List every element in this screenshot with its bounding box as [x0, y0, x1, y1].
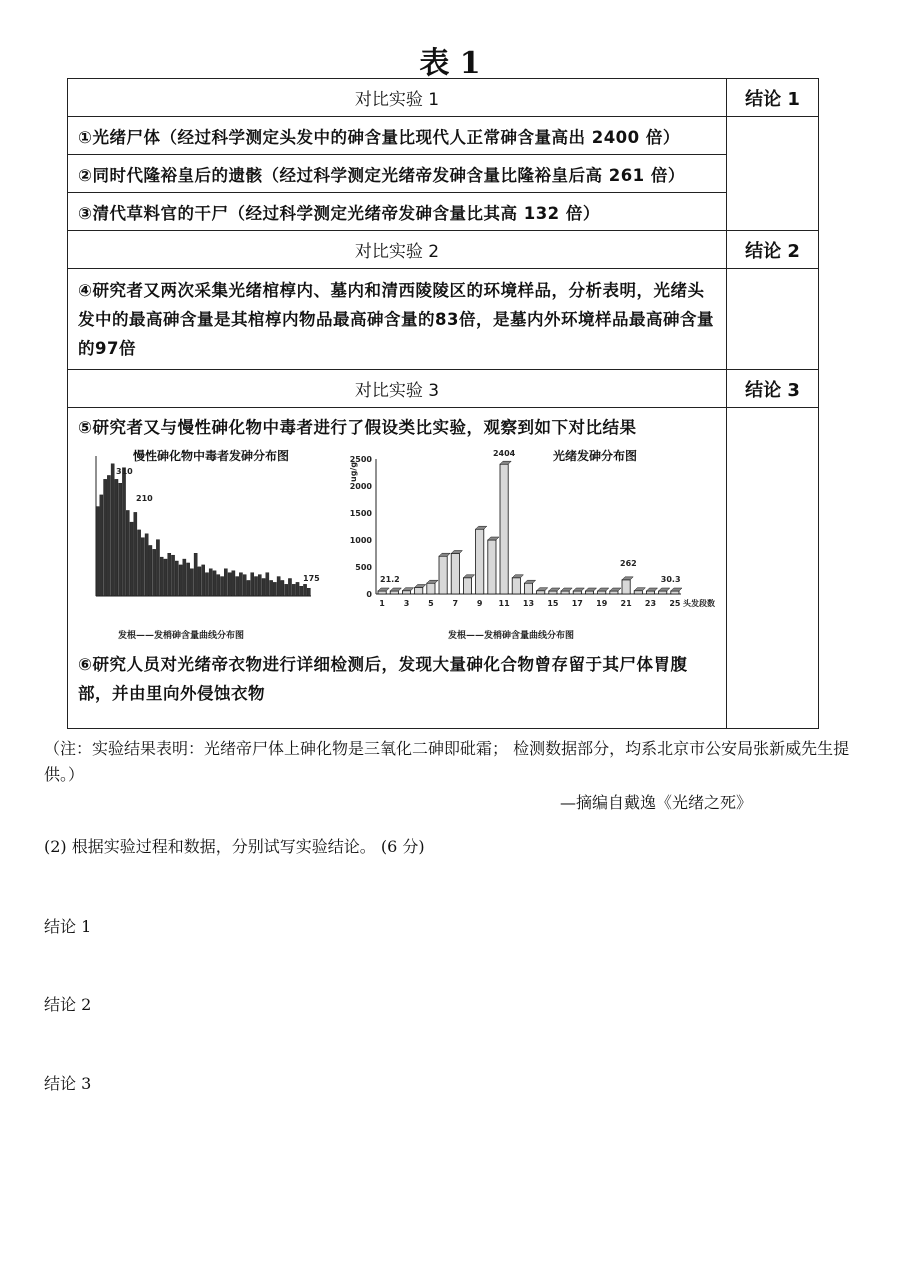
chart2-title: 光绪发砷分布图 [553, 449, 638, 463]
chart2-bar [671, 591, 679, 594]
chart2-bar-top [671, 588, 682, 591]
chart2-bar [488, 540, 496, 594]
concl3-header: 结论 3 [727, 370, 819, 408]
experiment-table [67, 78, 819, 729]
chart2-bar [463, 578, 471, 594]
chart1-bar [168, 553, 171, 596]
chart2-bar [598, 591, 606, 594]
chart-guangxu-svg [348, 446, 715, 644]
chart2-bar-top [646, 588, 657, 591]
chart2-bar [610, 591, 618, 594]
chart1-bar [296, 582, 299, 596]
chart1-bar [156, 540, 159, 596]
chart1-bar [130, 522, 133, 596]
charts-row [78, 446, 716, 644]
chart2-xtick-label: 7 [452, 599, 459, 608]
chart1-bar [171, 555, 174, 596]
chart1-bar [198, 567, 201, 596]
chart2-bar [500, 464, 508, 594]
chart2-bar-top [402, 588, 413, 591]
chart2-bar-top [451, 551, 462, 554]
chart1-bar [126, 510, 129, 596]
chart2-bar [549, 591, 557, 594]
chart2-ytick-label: 0 [366, 590, 372, 599]
chart2-xlabel: 发根——发梢砷含量曲线分布图 [448, 631, 575, 641]
chart2-bar-top [561, 588, 572, 591]
chart1-bar [134, 512, 137, 596]
chart1-bar [137, 530, 140, 596]
chart2-ylabel: ug/g [349, 461, 358, 482]
chart2-bar-top [439, 553, 450, 556]
chart1-bar [145, 534, 148, 596]
chart1-annotation: 210 [136, 494, 153, 503]
chart2-bar [512, 578, 520, 594]
chart2-bar [561, 591, 569, 594]
chart2-xtick-label: 21 [620, 599, 632, 608]
chart-chronic [78, 446, 328, 644]
chart2-bar-top [622, 577, 633, 580]
chart2-first-label: 21.2 [380, 575, 400, 584]
chart1-bar [179, 565, 182, 596]
chart1-bar [277, 577, 280, 596]
chart1-bar [183, 559, 186, 596]
conclusion-3-label: 结论 3 [44, 1074, 92, 1093]
concl1-header: 结论 1 [727, 79, 819, 117]
exp1-item-2: ②同时代隆裕皇后的遗骸（经过科学测定光绪帝发砷含量比隆裕皇后高 261 倍） [68, 155, 727, 193]
chart1-bar [232, 571, 235, 596]
chart1-bar [220, 577, 223, 596]
chart2-peak-label: 2404 [492, 449, 516, 458]
chart1-bar [236, 577, 239, 596]
concl3-cell [727, 408, 819, 729]
conclusion-2-label: 结论 2 [44, 995, 92, 1014]
chart2-bar-top [659, 588, 670, 591]
chart1-bar [273, 582, 276, 596]
chart1-bar [111, 464, 114, 596]
exp2-text: ④研究者又两次采集光绪棺椁内、墓内和清西陵陵区的环境样品，分析表明，光绪头发中的最高砷含量是其棺椁内物品最高砷含量的83倍，是墓内外环境样品最高砷含量的97倍 [68, 269, 727, 370]
chart1-bar [119, 483, 122, 596]
exp2-header: 对比实验 2 [68, 231, 727, 269]
chart2-bar [378, 591, 386, 594]
chart2-bar [659, 591, 667, 594]
chart2-bar [573, 591, 581, 594]
chart2-mid-label: 262 [620, 559, 637, 568]
chart2-bar [646, 591, 654, 594]
chart1-bar [243, 575, 246, 596]
chart2-bar-top [610, 588, 621, 591]
chart2-bar-top [378, 588, 389, 591]
concl2-cell [727, 269, 819, 370]
chart1-bar [258, 575, 261, 596]
chart1-bar [266, 573, 269, 596]
concl1-cell [727, 117, 819, 231]
chart-guangxu [348, 446, 715, 644]
chart2-bar [634, 591, 642, 594]
chart2-bar-top [634, 588, 645, 591]
chart1-bar [254, 577, 257, 596]
chart2-bar-top [463, 575, 474, 578]
chart1-bar [217, 575, 220, 596]
chart1-annotation: 310 [116, 467, 133, 476]
chart1-annotation: 175 [303, 574, 320, 583]
chart2-xtick-label: 3 [403, 599, 410, 608]
chart2-bar [537, 591, 545, 594]
chart1-bar [96, 507, 99, 596]
chart-chronic-svg [78, 446, 328, 644]
chart2-bar-top [427, 580, 438, 583]
chart1-bar [288, 579, 291, 597]
chart1-bar [187, 563, 190, 596]
chart2-xtick-label: 19 [596, 599, 608, 608]
chart1-bar [160, 557, 163, 596]
question-text: (2) 根据实验过程和数据，分别试写实验结论。 (6 分) [44, 837, 425, 856]
chart2-xtick-label: 13 [522, 599, 535, 608]
chart2-xtick-label: 17 [571, 599, 583, 608]
exp3-bottom: ⑥研究人员对光绪帝衣物进行详细检测后，发现大量砷化合物曾存留于其尸体胃腹部，并由里向外侵蚀衣物 [78, 655, 688, 703]
chart2-ytick-label: 2500 [349, 455, 372, 464]
chart2-bar-top [573, 588, 584, 591]
chart2-bar-top [488, 537, 499, 540]
chart1-title: 慢性砷化物中毒者发砷分布图 [133, 449, 290, 463]
chart1-bar [303, 584, 306, 596]
chart1-bar [224, 569, 227, 596]
chart1-bar [202, 565, 205, 596]
note-text: （注：实验结果表明：光绪帝尸体上砷化物是三氧化二砷即砒霜； 检测数据部分，均系北京市公安局张新威先生提供。） [44, 739, 850, 784]
chart1-bar [175, 561, 178, 596]
chart2-bar-top [415, 585, 426, 588]
chart1-bar [307, 588, 310, 596]
chart1-bar [164, 559, 167, 596]
chart1-bar [209, 569, 212, 596]
exp3-header: 对比实验 3 [68, 370, 727, 408]
chart2-ytick-label: 500 [355, 563, 372, 572]
chart2-bar-top [476, 526, 487, 529]
exp3-cell [68, 408, 727, 729]
chart2-ytick-label: 2000 [349, 482, 372, 491]
chart1-bar [190, 569, 193, 596]
chart1-bar [292, 584, 295, 596]
chart2-xtick-label: 9 [476, 599, 483, 608]
chart1-bar [107, 475, 110, 596]
chart2-bar [402, 591, 410, 594]
chart1-bar [247, 580, 250, 596]
chart2-last-label: 30.3 [660, 575, 681, 584]
chart2-bar [439, 556, 447, 594]
chart1-bar [141, 538, 144, 596]
chart1-bar [251, 573, 254, 596]
chart2-ytick-label: 1000 [349, 536, 372, 545]
chart2-bar-top [585, 588, 596, 591]
exp1-item-3: ③清代草料官的干尸（经过科学测定光绪帝发砷含量比其高 132 倍） [68, 193, 727, 231]
chart1-bar [300, 586, 303, 596]
chart1-bar [239, 573, 242, 596]
chart2-bar [390, 591, 398, 594]
chart2-x-unit: 头发段数 [683, 599, 715, 608]
chart1-bar [205, 573, 208, 596]
chart1-bar [285, 584, 288, 596]
chart2-bar-top [549, 588, 560, 591]
chart1-bar [115, 479, 118, 596]
chart1-xlabel: 发根——发梢砷含量曲线分布图 [118, 631, 245, 641]
chart1-bar [122, 468, 125, 596]
chart2-xtick-label: 5 [428, 599, 434, 608]
chart1-bar [149, 545, 152, 596]
conclusion-1-label: 结论 1 [44, 917, 92, 936]
chart1-bar [262, 579, 265, 597]
chart2-bar [476, 529, 484, 594]
chart2-xtick-label: 25 [669, 599, 681, 608]
chart2-bar [427, 583, 435, 594]
concl2-header: 结论 2 [727, 231, 819, 269]
chart1-bar [228, 573, 231, 596]
chart1-bar [100, 495, 103, 596]
source-text: —摘编自戴逸《光绪之死》 [560, 793, 753, 812]
chart2-bar-top [524, 580, 535, 583]
chart2-xtick-label: 11 [498, 599, 510, 608]
chart2-xtick-label: 15 [547, 599, 559, 608]
chart1-bar [104, 479, 107, 596]
chart2-bar-top [598, 588, 609, 591]
chart1-bar [153, 549, 156, 596]
exp1-item-1: ①光绪尸体（经过科学测定头发中的砷含量比现代人正常砷含量高出 2400 倍） [68, 117, 727, 155]
table-title: 表 1 [419, 46, 481, 81]
chart1-bar [270, 580, 273, 596]
chart1-bar [194, 553, 197, 596]
chart1-bar [213, 571, 216, 596]
chart1-bar [281, 580, 284, 596]
exp3-intro: ⑤研究者又与慢性砷化物中毒者进行了假设类比实验，观察到如下对比结果 [78, 418, 637, 437]
chart2-bar [415, 588, 423, 594]
chart2-bar-top [500, 461, 511, 464]
chart2-bar-top [390, 588, 401, 591]
chart2-bar [585, 591, 593, 594]
exp1-header: 对比实验 1 [68, 79, 727, 117]
chart2-xtick-label: 23 [644, 599, 657, 608]
chart2-xtick-label: 1 [379, 599, 385, 608]
chart2-bar [622, 580, 630, 594]
chart2-bar [451, 554, 459, 595]
chart2-bar-top [512, 575, 523, 578]
chart2-ytick-label: 1500 [349, 509, 372, 518]
chart2-bar-top [537, 588, 548, 591]
chart2-bar [524, 583, 532, 594]
